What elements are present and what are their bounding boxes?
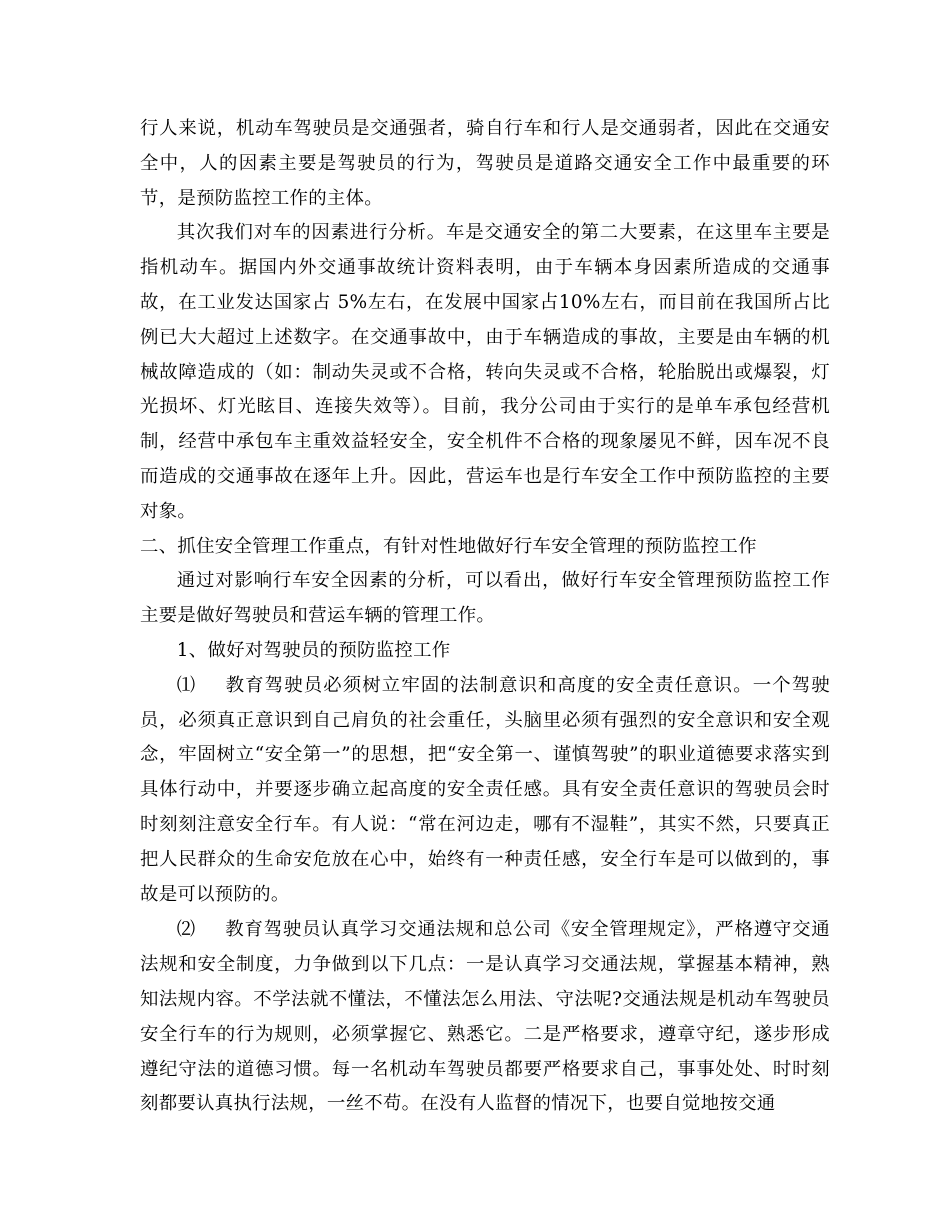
section-heading-2: 二、抓住安全管理工作重点，有针对性地做好行车安全管理的预防监控工作 (140, 535, 757, 557)
paragraph-drivers-role: 行人来说，机动车驾驶员是交通强者，骑自行车和行人是交通弱者，因此在交通安全中，人的因素主要是驾驶员的行为，驾驶员是道路交通安全工作中最重要的环节，是预防监控工作的主体。 (140, 118, 830, 209)
list-item-1 (140, 669, 830, 913)
list-item-text: 教育驾驶员认真学习交通法规和总公司《安全管理规定》，严格遵守交通法规和安全制度，力争做到以下几点：一是认真学习交通法规，掌握基本精神，熟知法规内容。不学法就不懂法，不懂法怎么用法、守法呢?交通法规是机动车驾驶员安全行车的行为规则，必须掌握它、熟悉它。二是严格要求，遵章守纪，遂步形成遵纪守法的道德习惯。每一名机动车驾驶员都要严格要求自己，事事处处、时时刻刻都要认真执行法规，一丝不苟。在没有人监督的情况下，也要自觉地按交通 (140, 919, 830, 1115)
list-item-2 (140, 913, 830, 1122)
list-item-text: 教育驾驶员必须树立牢固的法制意识和高度的安全责任意识。一个驾驶员，必须真正意识到自己肩负的社会重任，头脑里必须有强烈的安全意识和安全观念，牢固树立“安全第一”的思想，把“安全第一、谨慎驾驶”的职业道德要求落实到具体行动中，并要逐步确立起高度的安全责任感。具有安全责任意识的驾驶员会时时刻刻注意安全行车。有人说：“常在河边走，哪有不湿鞋”，其实不然，只要真正把人民群众的生命安危放在心中，始终有一种责任感，安全行车是可以做到的，事故是可以预防的。 (140, 674, 830, 905)
subsection-heading-1: 1、做好对驾驶员的预防监控工作 (176, 639, 451, 661)
paragraph-analysis-summary: 通过对影响行车安全因素的分析，可以看出，做好行车安全管理预防监控工作主要是做好驾驶员和营运车辆的管理工作。 (140, 570, 830, 627)
list-item-number: ⑵ (176, 919, 196, 941)
paragraph-vehicle-factor: 其次我们对车的因素进行分析。车是交通安全的第二大要素，在这里车主要是指机动车。据国内外交通事故统计资料表明，由于车辆本身因素所造成的交通事故，在工业发达国家占 5%左右，在发展中国家占10%左右，而目前在我国所占比例已大大超过上述数字。在交通事故中，由于车辆造成的事故，主要是由车辆的机械故障造成的（如：制动失灵或不合格，转向失灵或不合格，轮胎脱出或爆裂，灯光损坏、灯光眩目、连接失效等）。目前，我分公司由于实行的是单车承包经营机制，经营中承包车主重效益轻安全，安全机件不合格的现象屡见不鲜，因车况不良而造成的交通事故在逐年上升。因此，营运车也是行车安全工作中预防监控的主要对象。 (140, 222, 830, 522)
list-item-number: ⑴ (176, 674, 196, 696)
